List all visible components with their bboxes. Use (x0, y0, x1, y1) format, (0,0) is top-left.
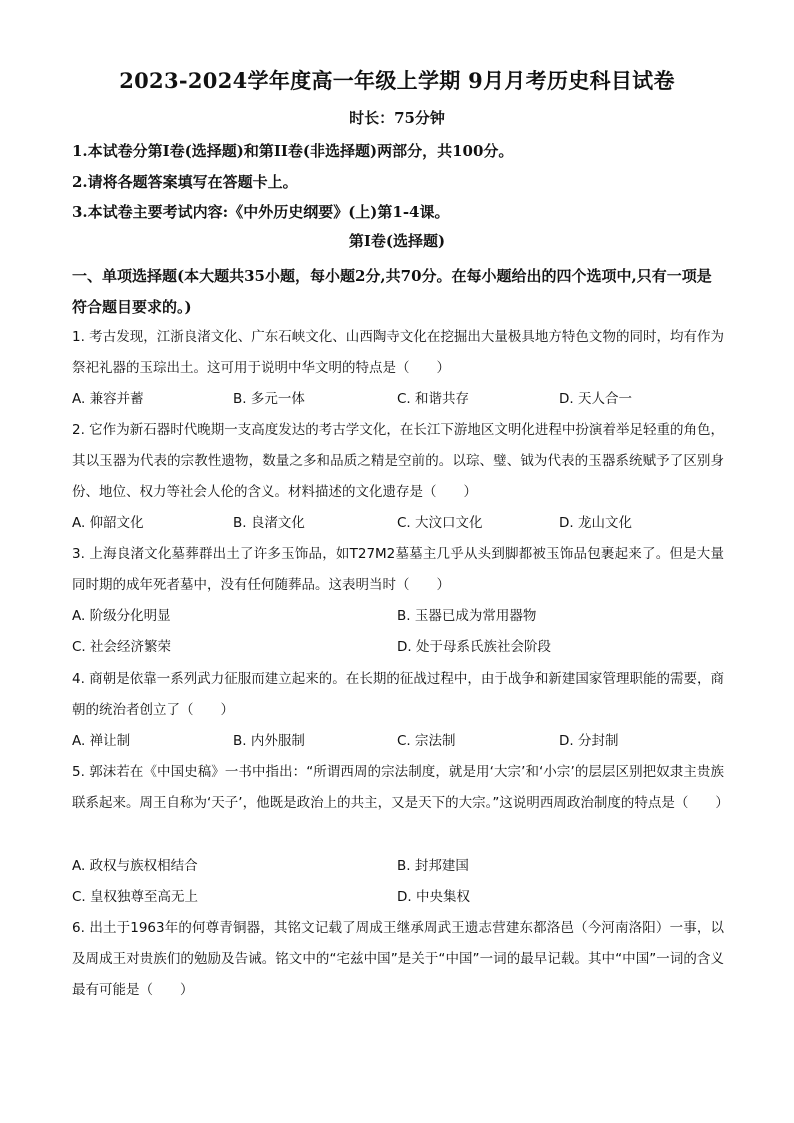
question-4-options (72, 726, 724, 757)
question-3 (72, 539, 724, 601)
option-c: C. 宗法制 (397, 733, 456, 749)
question-5 (72, 757, 729, 819)
option-d: D. 天人合一 (559, 391, 632, 407)
option-d: D. 龙山文化 (559, 515, 632, 531)
question-1-text: 1. 考古发现，江浙良渚文化、广东石峡文化、山西陶寺文化在挖掘出大量极具地方特色文物的同时，均有作为祭祀礼器的玉琮出土。这可用于说明中华文明的特点是（ ） (72, 329, 724, 376)
question-2-text: 2. 它作为新石器时代晚期一支高度发达的考古学文化，在长江下游地区文明化进程中扮演着举足轻重的角色，其以玉器为代表的宗教性遗物，数量之多和品质之精是空前的。以琮、璧、钺为代表的玉器系统赋予了区别身份、地位、权力等社会人伦的含义。材料描述的文化遗存是（ ） (72, 422, 724, 500)
option-d: D. 中央集权 (397, 889, 470, 905)
question-4-text: 4. 商朝是依靠一系列武力征服而建立起来的。在长期的征战过程中，由于战争和新建国家管理职能的需要，商朝的统治者创立了（ ） (72, 671, 724, 718)
section-title: 第Ⅰ卷(选择题) (348, 232, 446, 250)
exam-title: 2023-2024学年度高一年级上学期 9月月考历史科目试卷 (119, 68, 675, 93)
question-1-options (72, 384, 724, 415)
instruction-3: 3.本试卷主要考试内容:《中外历史纲要》(上)第1-4课。 (72, 203, 450, 221)
option-c: C. 大汶口文化 (397, 515, 483, 531)
option-b: B. 良渚文化 (233, 515, 305, 531)
option-c: C. 和谐共存 (397, 391, 470, 407)
instruction-1: 1.本试卷分第Ⅰ卷(选择题)和第II卷(非选择题)两部分，共100分。 (72, 142, 514, 160)
option-c: C. 社会经济繁荣 (72, 639, 172, 655)
question-6-text: 6. 出土于1963年的何尊青铜器，其铭文记载了周成王继承周武王遗志营建东都洛邑（今河南洛阳）一事，以及周成王对贵族们的勉励及告诫。铭文中的“宅兹中国”是关于“中国”一词的最早记载。其中“中国”一词的含义最有可能是（ ） (72, 920, 724, 998)
option-a: A. 禅让制 (72, 733, 131, 749)
question-4 (72, 664, 724, 726)
question-6 (72, 913, 724, 1006)
part-instructions: 一、单项选择题(本大题共35小题，每小题2分,共70分。在每小题给出的四个选项中,只有一项是符合题目要求的。) (72, 267, 712, 316)
option-b: B. 内外服制 (233, 733, 305, 749)
option-c: C. 皇权独尊至高无上 (72, 889, 199, 905)
exam-duration: 时长：75分钟 (349, 109, 445, 127)
option-a: A. 阶级分化明显 (72, 608, 171, 624)
option-a: A. 仰韶文化 (72, 515, 144, 531)
option-d: D. 分封制 (559, 733, 619, 749)
option-b: B. 封邦建国 (397, 858, 469, 874)
option-a: A. 兼容并蓄 (72, 391, 144, 407)
option-b: B. 多元一体 (233, 391, 305, 407)
option-a: A. 政权与族权相结合 (72, 858, 198, 874)
option-d: D. 处于母系氏族社会阶段 (397, 639, 551, 655)
question-2-options (72, 508, 724, 539)
instruction-2: 2.请将各题答案填写在答题卡上。 (72, 173, 298, 191)
question-1 (72, 322, 724, 384)
option-b: B. 玉器已成为常用器物 (397, 608, 537, 624)
question-3-text: 3. 上海良渚文化墓葬群出土了许多玉饰品，如T27M2墓墓主几乎从头到脚都被玉饰品包裹起来了。但是大量同时期的成年死者墓中，没有任何随葬品。这表明当时（ ） (72, 546, 724, 593)
question-2 (72, 415, 724, 508)
question-5-text: 5. 郭沫若在《中国史稿》一书中指出：“所谓西周的宗法制度，就是用‘大宗’和‘小宗’的层层区别把奴隶主贵族联系起来。周王自称为‘天子’，他既是政治上的共主，又是天下的大宗。”这说明西周政治制度的特点是（ ） (72, 764, 729, 811)
